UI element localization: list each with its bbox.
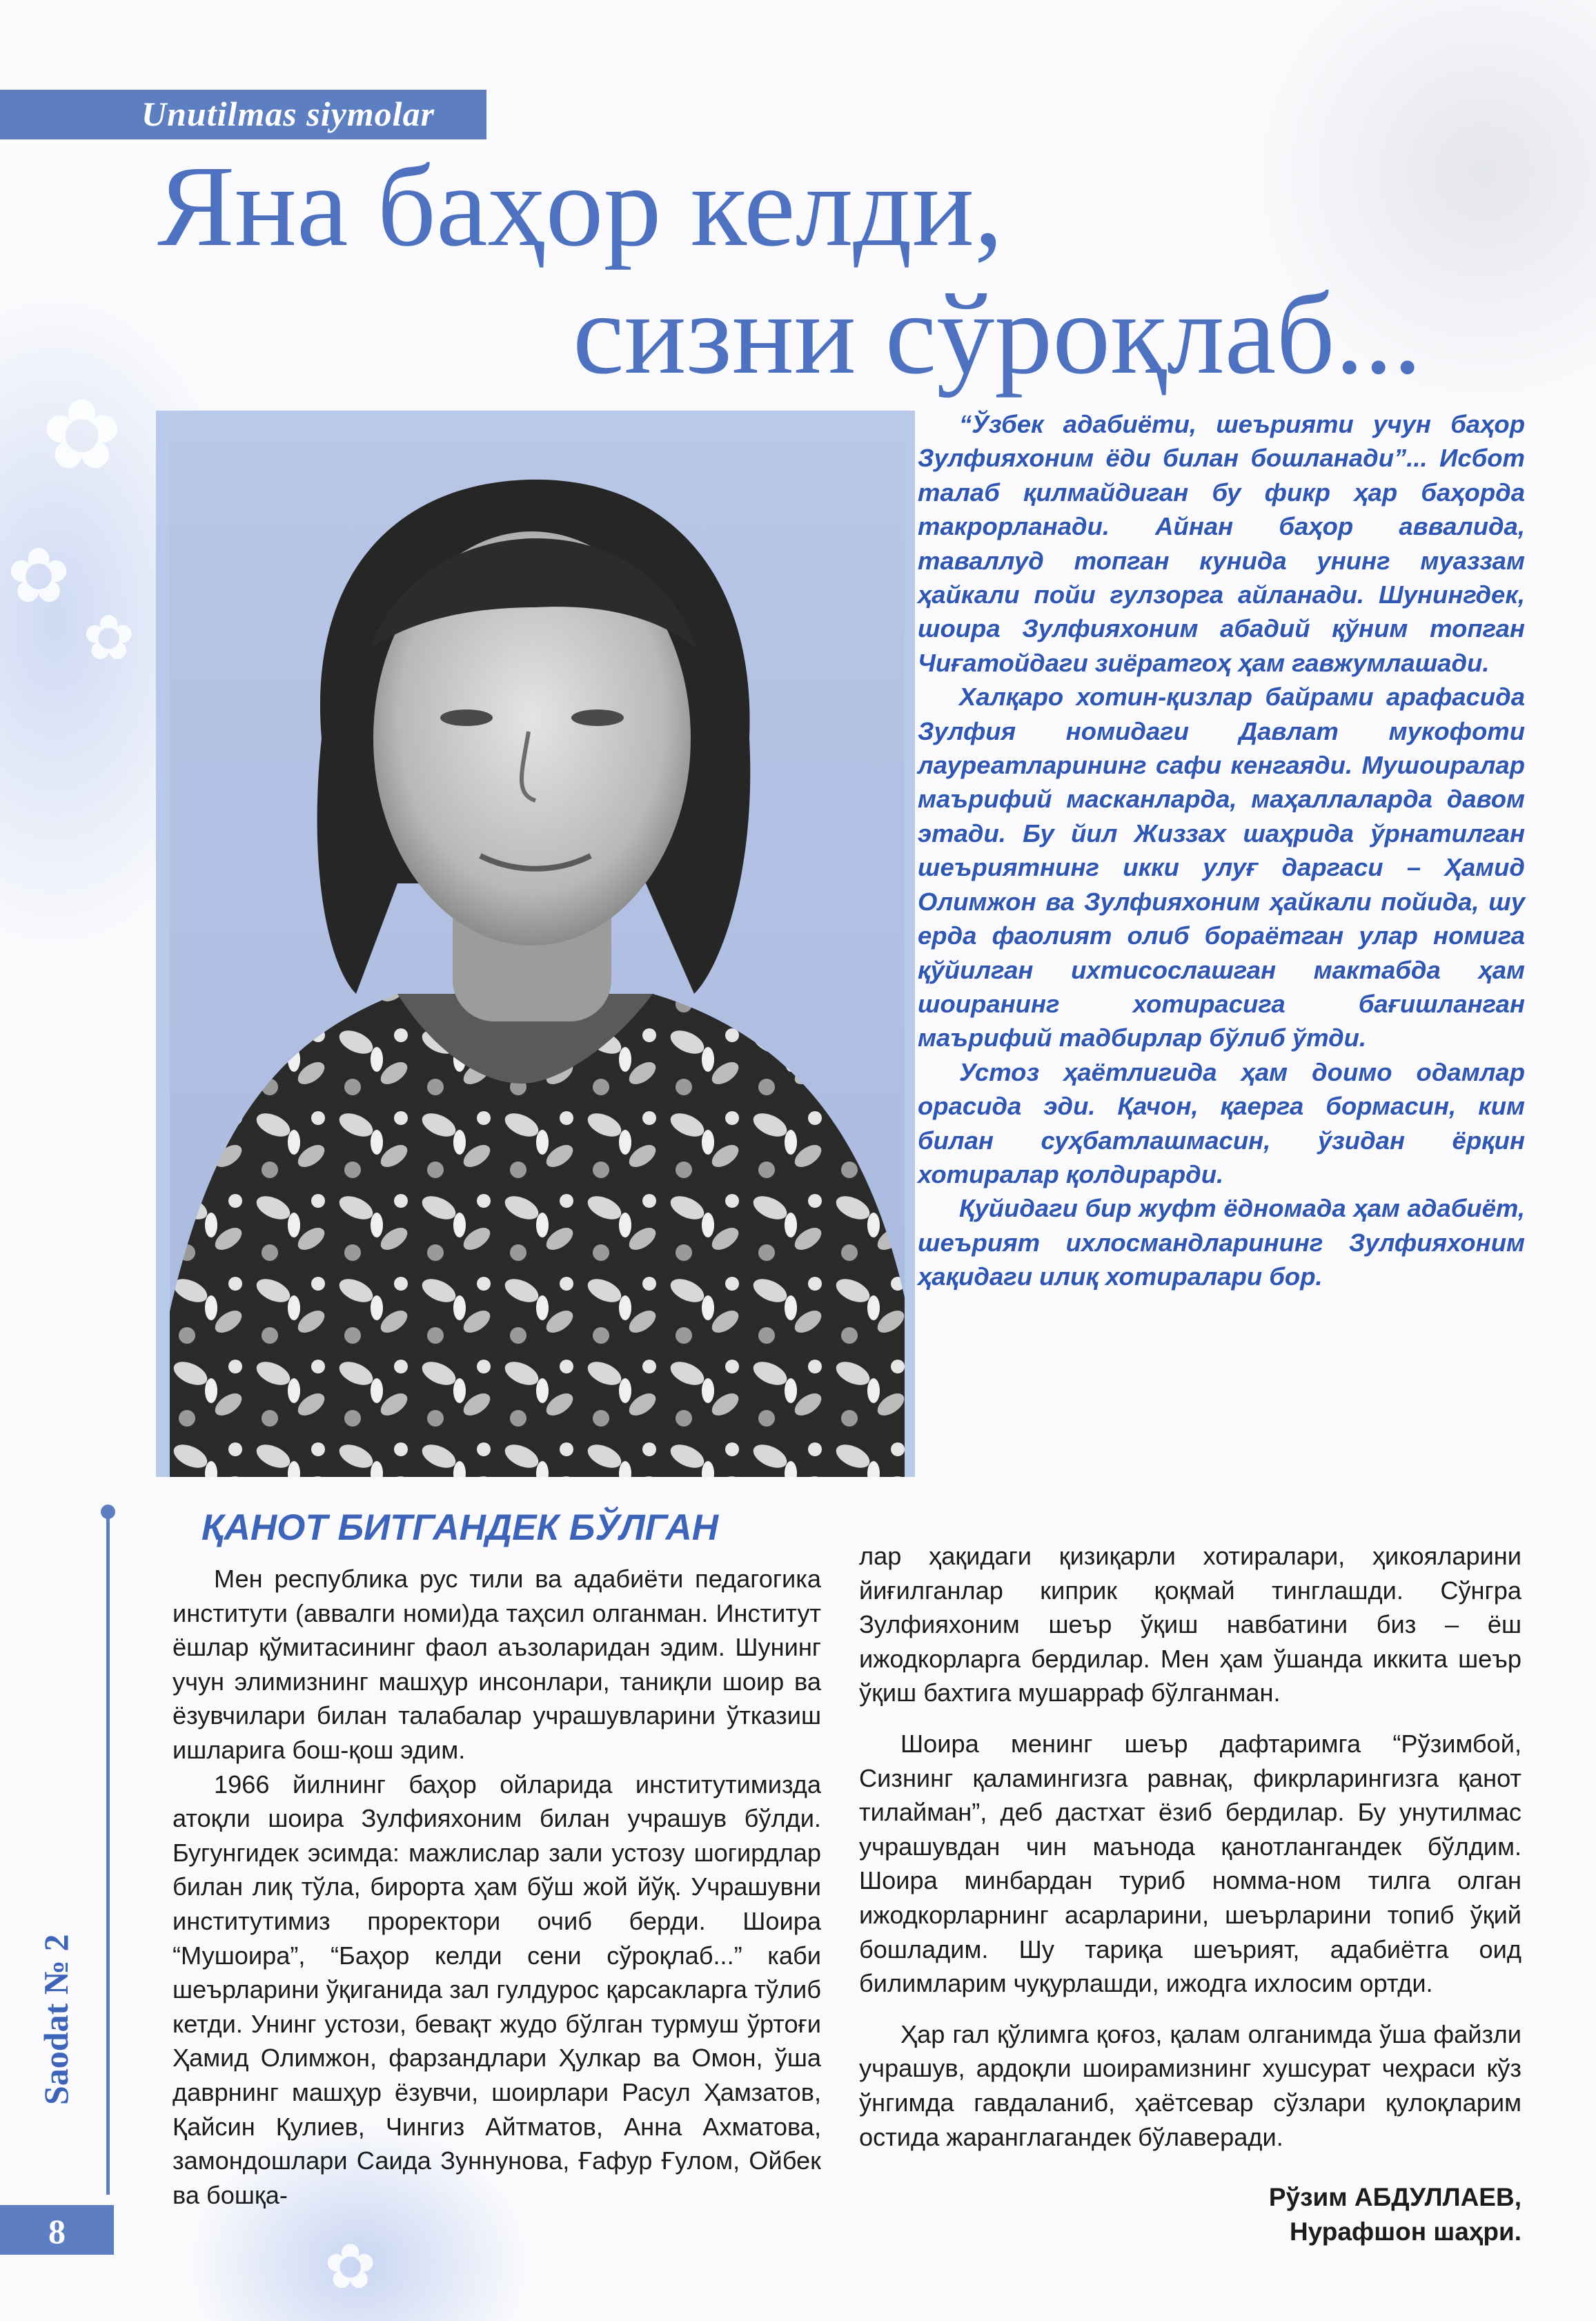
- side-dot: [101, 1505, 115, 1519]
- article-heading: ҚАНОТ БИТГАНДЕК БЎЛГАН: [201, 1507, 719, 1548]
- lead-paragraph: Қуйидаги бир жуфт ёдномада ҳам адабиёт, шеърият ихлосмандларининг Зулфияхоним ҳақидаги илиқ хотиралари бор.: [918, 1194, 1525, 1291]
- lead-paragraph: Халқаро хотин-қизлар байрами арафасида Зулфия номидаги Давлат мукофоти лауреатларининг сафи кенгаяди. Мушоиралар маърифий масканларда, маҳаллаларда давом этади. Бу йил Жиззах шаҳрида ўрнатилган шеъриятнинг икки улуғ даргаси – Ҳамид Олимжон ва Зулфияхоним ҳайкали пойида, шу ерда фаолият олиб бораётган улар номига қўйилган ихтисослашган мактабда ҳам шоиранинг хотирасига бағишланган маърифий тадбирлар бўлиб ўтди.: [918, 683, 1525, 1052]
- decorative-flower: ✿: [83, 604, 135, 673]
- side-rule: [106, 1518, 110, 2195]
- article-paragraph: Шоира менинг шеър дафтаримга “Рўзимбой, Сизнинг қаламингизга равнақ, фикрларингизга қанот тилайман”, деб дастхат ёзиб бердилар. Бу унутилмас учрашувдан чин маънода қанотлангандек бўлдим. Шоира минбардан туриб номма-ном тилга олган ижодкорларнинг асарларини, шеърларини топиб ўқий бошладим. Шу тариқа шеърият, адабиётга оид билимларим чуқурлашди, ижодга ихлосим ортди.: [859, 1729, 1521, 1998]
- author-signature: [859, 2180, 1521, 2249]
- article-paragraph: Ҳар гал қўлимга қоғоз, қалам олганимда ўша файзли учрашув, ардоқли шоирамизнинг хушсурат чеҳраси кўз ўнгимда гавдаланиб, ҳаётсевар сўзлари қулоқларим остида жаранглагандек бўлаверади.: [859, 2019, 1521, 2151]
- article-paragraph: Мен республика рус тили ва адабиёти педагогика институти (аввалги номи)да таҳсил олганман. Институт ёшлар қўмитасининг фаол аъзоларидан эдим. Шунинг учун элимизнинг машҳур инсонлари, таниқли шоир ва ёзувчилари билан талабалар учрашувларини ўтказиш ишларига бош-қош эдим.: [173, 1565, 821, 1764]
- lead-paragraph: Устоз ҳаётлигида ҳам доимо одамлар орасида эди. Қачон, қаерга бормасин, ким билан суҳбатлашмасин, ўзидан ёрқин хотиралар қолдирарди.: [918, 1057, 1525, 1188]
- lead-text: [918, 407, 1525, 1294]
- article-title-line-1: Яна баҳор келди,: [157, 142, 1003, 271]
- section-label: Unutilmas siymolar: [141, 95, 435, 133]
- decorative-flower: ✿: [324, 2233, 377, 2302]
- decorative-flower: ✿: [41, 380, 123, 489]
- article-paragraph: лар ҳақидаги қизиқарли хотиралари, ҳикояларини йиғилганлар киприк қоқмай тинглашди. Сўнгра Зулфияхоним шеър ўқиш навбатини биз – ёш ижодкорларга бердилар. Мен ҳам ўшанда иккита шеър ўқиш бахтига мушарраф бўлганман.: [859, 1542, 1521, 1707]
- author-name: Рўзим АБДУЛЛАЕВ,: [1268, 2183, 1521, 2212]
- article-title-line-2: сизни сўроқлаб...: [573, 270, 1422, 398]
- magazine-issue-label: Saodat № 2: [37, 1934, 75, 2105]
- page-number: 8: [48, 2212, 66, 2251]
- lead-paragraph: “Ўзбек адабиёти, шеърияти учун баҳор Зулфияхоним ёди билан бошланади”... Исбот талаб қилмайдиган бу фикр ҳар баҳорда такрорланади. Айнан баҳор аввалида, таваллуд топган кунида унинг муаззам ҳайкали пойи гулзорга айланади. Шунингдек, шоира Зулфияхоним абадий қўним топган Чиғатойдаги зиёратгоҳ ҳам гавжумлашади.: [918, 410, 1525, 677]
- decorative-flower: ✿: [7, 533, 71, 618]
- article-column-left: [173, 1562, 821, 2212]
- article-column-right: [859, 1539, 1521, 2249]
- author-location: Нурафшон шаҳри.: [1289, 2217, 1521, 2246]
- portrait-photo: [170, 442, 905, 1477]
- article-paragraph: 1966 йилнинг баҳор ойларида институтимизда атоқли шоира Зулфияхоним билан учрашув бўлди. Бугунгидек эсимда: мажлислар зали устозу шогирдлар билан лиқ тўла, бирорта ҳам бўш жой йўқ. Учрашувни институтимиз проректори очиб берди. Шоира “Мушоира”, “Баҳор келди сени сўроқлаб...” каби шеърларини ўқиганида зал гулдурос қарсакларга тўлиб кетди. Унинг устози, бевақт жудо бўлган турмуш ўртоғи Ҳамид Олимжон, фарзандлари Ҳулкар ва Омон, ўша даврнинг машҳур ёзувчи, шоирлари Расул Ҳамзатов, Қайсин Қулиев, Чингиз Айтматов, Анна Ахматова, замондошлари Саида Зуннунова, Ғафур Ғулом, Ойбек ва бошқа-: [173, 1770, 821, 2209]
